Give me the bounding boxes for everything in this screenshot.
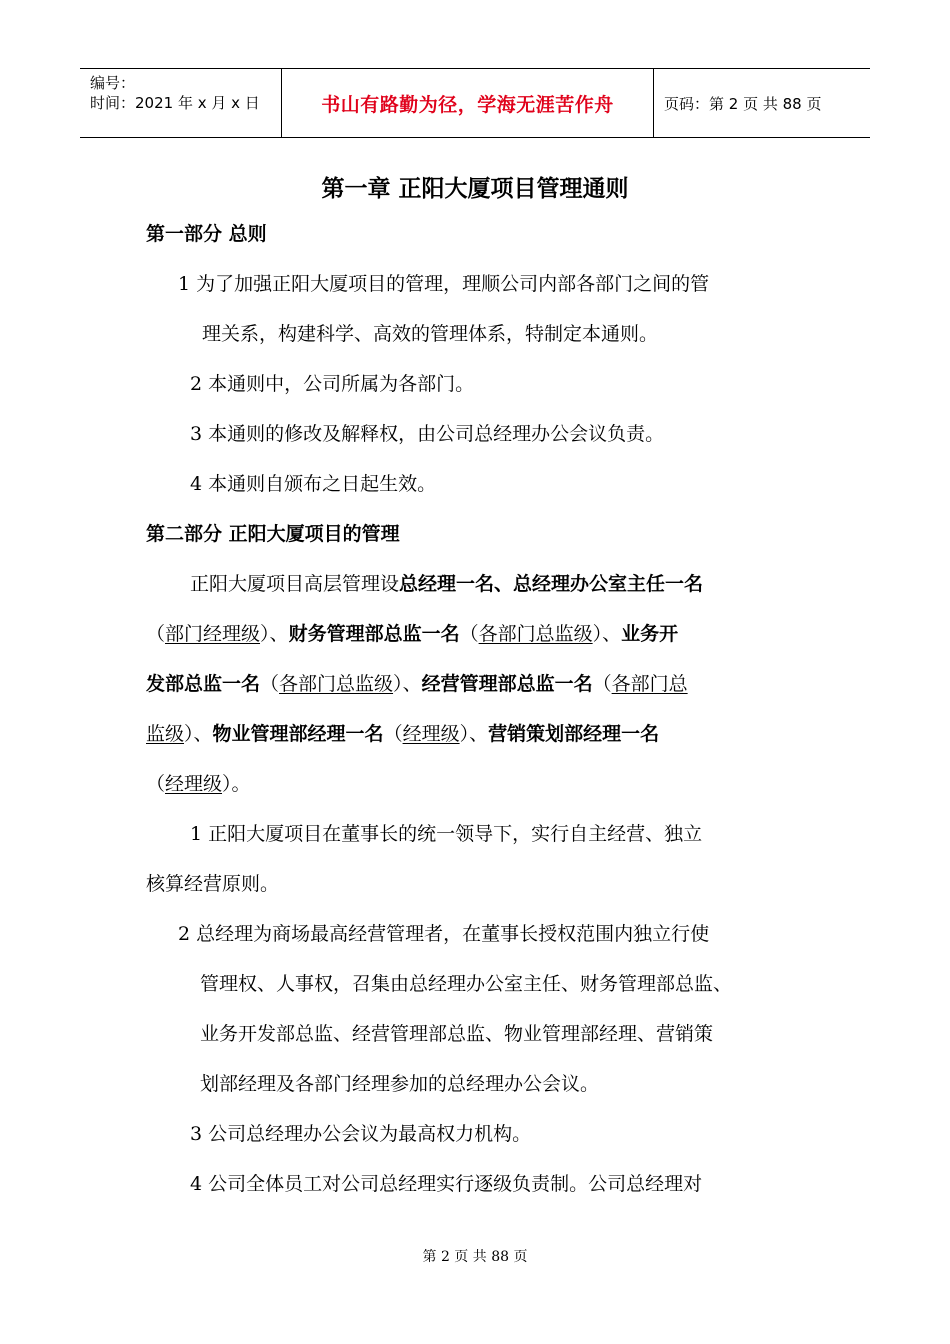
ops-position: 经营管理部总监一名 <box>421 673 593 695</box>
level-dept-director-end: 监级 <box>146 723 185 745</box>
level-dept-director: 各部门总监级 <box>279 673 394 695</box>
level-dept-manager: 部门经理级 <box>165 623 261 645</box>
finance-position: 财务管理部总监一名 <box>288 623 460 645</box>
level-manager: 经理级 <box>165 773 223 795</box>
part2-heading: 第二部分 正阳大厦项目的管理 <box>146 523 400 545</box>
document-time-label: 时间：2021 年 x 月 x 日 <box>90 94 260 112</box>
marketing-position: 营销策划部经理一名 <box>488 723 660 745</box>
level-manager: 经理级 <box>402 723 460 745</box>
part2-item4-line1: 4 公司全体员工对公司总经理实行逐级负责制。公司总经理对 <box>190 1173 703 1195</box>
part1-item3: 3 本通则的修改及解释权，由公司总经理办公会议负责。 <box>190 423 665 445</box>
part2-item2-line3: 业务开发部总监、经营管理部总监、物业管理部经理、营销策 <box>200 1023 714 1045</box>
gm-position: 总经理一名、总经理办公室主任一名 <box>399 573 704 595</box>
part2-item1-line2: 核算经营原则。 <box>146 873 280 895</box>
intro-text: 正阳大厦项目高层管理设 <box>190 573 400 595</box>
part2-intro-line5: （经理级）。 <box>146 773 251 795</box>
level-dept-director-start: 各部门总 <box>611 673 688 695</box>
part2-item1-line1: 1 正阳大厦项目在董事长的统一领导下，实行自主经营、独立 <box>190 823 703 845</box>
header-left-cell <box>80 69 282 137</box>
biz-dev-position-start: 业务开 <box>621 623 679 645</box>
part2-intro-line3: 发部总监一名（各部门总监级）、经营管理部总监一名（各部门总 <box>146 673 688 695</box>
part2-intro-line1 <box>190 570 703 598</box>
biz-dev-position-end: 发部总监一名 <box>146 673 261 695</box>
part1-item2: 2 本通则中，公司所属为各部门。 <box>190 373 475 395</box>
part2-intro-line2: （部门经理级）、财务管理部总监一名（各部门总监级）、业务开 <box>146 623 679 645</box>
part2-item3: 3 公司总经理办公会议为最高权力机构。 <box>190 1123 532 1145</box>
part1-item1-line1: 1 为了加强正阳大厦项目的管理，理顺公司内部各部门之间的管 <box>178 273 710 295</box>
property-position: 物业管理部经理一名 <box>212 723 384 745</box>
part2-intro-line4: 监级）、物业管理部经理一名（经理级）、营销策划部经理一名 <box>146 723 660 745</box>
level-dept-director: 各部门总监级 <box>478 623 593 645</box>
document-number-label: 编号： <box>90 74 136 92</box>
header-page-info: 页码：第 2 页 共 88 页 <box>664 94 822 113</box>
page-footer: 第 2 页 共 88 页 <box>422 1249 528 1265</box>
page-header <box>80 68 870 138</box>
part2-item2-line4: 划部经理及各部门经理参加的总经理办公会议。 <box>200 1073 600 1095</box>
part1-item4: 4 本通则自颁布之日起生效。 <box>190 473 437 495</box>
chapter-title: 第一章 正阳大厦项目管理通则 <box>321 176 629 202</box>
part1-item1-line2: 理关系，构建科学、高效的管理体系，特制定本通则。 <box>202 323 659 345</box>
part2-item2-line1: 2 总经理为商场最高经营管理者，在董事长授权范围内独立行使 <box>178 923 710 945</box>
header-motto: 书山有路勤为径，学海无涯苦作舟 <box>282 69 654 137</box>
part1-heading: 第一部分 总则 <box>146 223 267 245</box>
part2-item2-line2: 管理权、人事权，召集由总经理办公室主任、财务管理部总监、 <box>200 973 733 995</box>
